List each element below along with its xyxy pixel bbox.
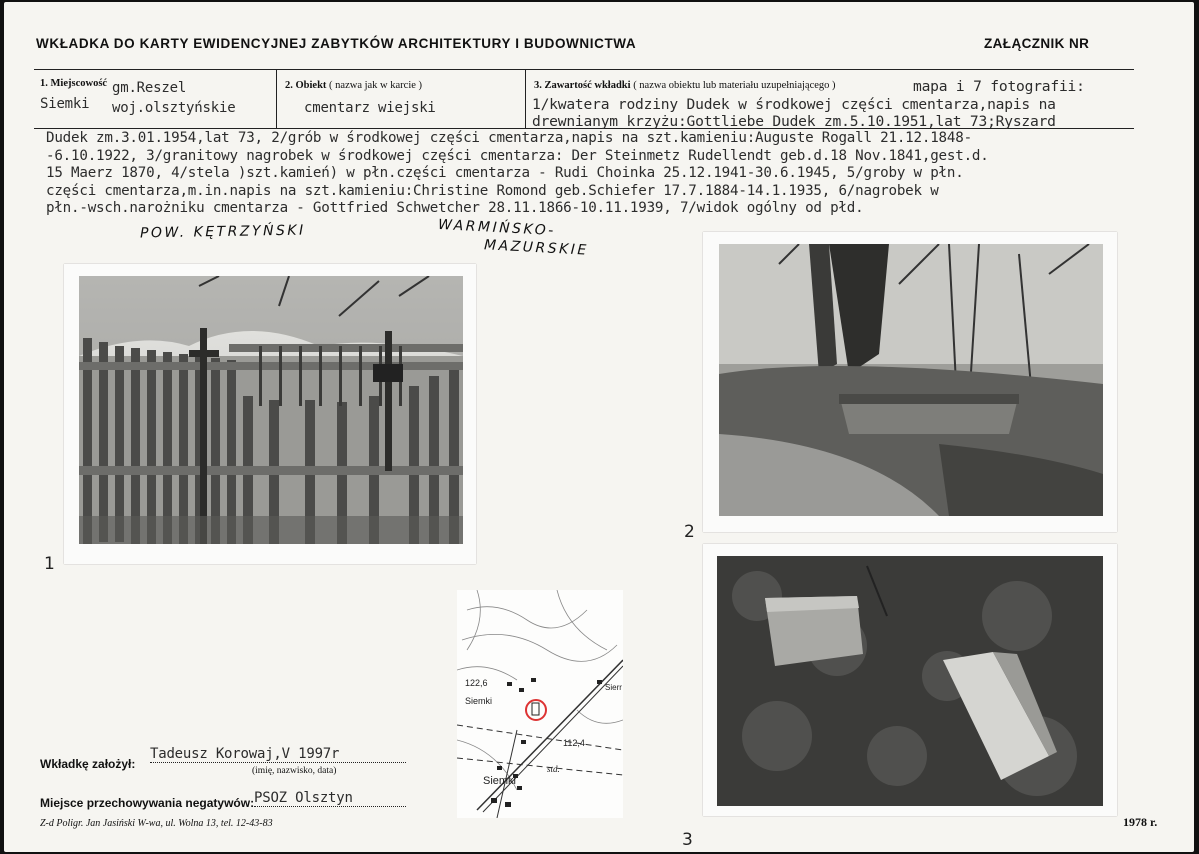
map-elevation-2: 112,4 [563,738,585,748]
field-3-hint: ( nazwa obiektu lub materiału uzupełniającego ) [633,80,836,91]
field-2-value: cmentarz wiejski [304,100,436,116]
column-divider-2 [525,70,526,128]
photo-3-number: 3 [682,830,693,850]
storage-label: Miejsce przechowywania negatywów: [40,796,255,810]
map-village-label-2: Sierr [605,683,622,692]
printer-imprint: Z-d Poligr. Jan Jasiński W-wa, ul. Wolna 13, tel. 12-43-83 [40,818,273,829]
field-3-value-line1: mapa i 7 fotografii: [913,78,1085,95]
photo-3-gravestones [717,556,1103,806]
field-3-value-line3: drewnianym krzyżu:Gottliebe Dudek zm.5.10.1951,lat 73;Ryszard [532,113,1056,130]
founder-value: Tadeusz Korowaj,V 1997r [150,746,406,763]
photo-1-card [64,264,476,564]
description-line-1: Dudek zm.3.01.1954,lat 73, 2/grób w środkowej części cmentarza,napis na szt.kamieniu:Auguste Rogall 21.12.1848- [46,130,972,146]
attachment-label: ZAŁĄCZNIK NR [984,36,1090,51]
column-divider-1 [276,70,277,128]
photo-2-card [703,232,1117,532]
field-1-commune: gm.Reszel [112,80,187,96]
founder-label: Wkładkę założył: [40,757,136,771]
field-1-label: 1. Miejscowość [40,78,108,89]
location-map [457,590,623,818]
field-1-voivodeship: woj.olsztyńskie [112,100,236,116]
field-2-hint: ( nazwa jak w karcie ) [329,80,423,91]
handwritten-county: POW. KĘTRZYŃSKI [139,222,306,242]
photo-3-card [703,544,1117,816]
field-2-label: 2. Obiekt ( nazwa jak w karcie ) [285,80,423,91]
description-line-3: 15 Maerz 1870, 4/stela )szt.kamień) w płn.części cmentarza - Rudi Choinka 25.12.1941-30.6.1945, 5/groby w płn. [46,165,964,181]
map-std-label: std. [547,764,560,774]
header-top-rule [34,69,1134,70]
handwritten-voivodeship-1: WARMIŃSKO- [437,216,557,240]
description-line-4: części cmentarza,m.in.napis na szt.kamieniu:Christine Romond geb.Schiefer 17.7.1884-14.1.1935, 6/nagrobek w [46,183,939,199]
photo-1-number: 1 [44,554,55,574]
photo-2-number: 2 [684,522,695,542]
description-line-5: płn.-wsch.narożniku cmentarza - Gottfried Schwetcher 28.11.1866-10.11.1939, 7/widok ogólny od płd. [46,200,864,216]
form-year: 1978 r. [1123,815,1158,829]
photo-1-fence-cross [79,276,463,544]
storage-value: PSOZ Olsztyn [254,790,406,807]
map-village-label: Siemki [465,696,493,706]
map-elevation-1: 122,6 [465,678,488,688]
field-3-value-line2: 1/kwatera rodziny Dudek w środkowej części cmentarza,napis na [532,96,1056,113]
field-3-label: 3. Zawartość wkładki ( nazwa obiektu lub materiału uzupełniającego ) [534,80,836,91]
form-title: WKŁADKA DO KARTY EWIDENCYJNEJ ZABYTKÓW ARCHITEKTURY I BUDOWNICTWA [36,36,637,51]
description-line-2: -6.10.1922, 3/granitowy nagrobek w środkowej części cmentarza: Der Steinmetz Rudellendt geb.d.18 Nov.1841,gest.d. [46,148,989,164]
founder-caption: (imię, nazwisko, data) [252,766,337,776]
photo-2-grave [719,244,1103,516]
handwritten-voivodeship-2: MAZURSKIE [483,237,590,259]
map-village-label-main: Siemki [483,775,517,787]
field-1-place: Siemki [40,96,90,112]
